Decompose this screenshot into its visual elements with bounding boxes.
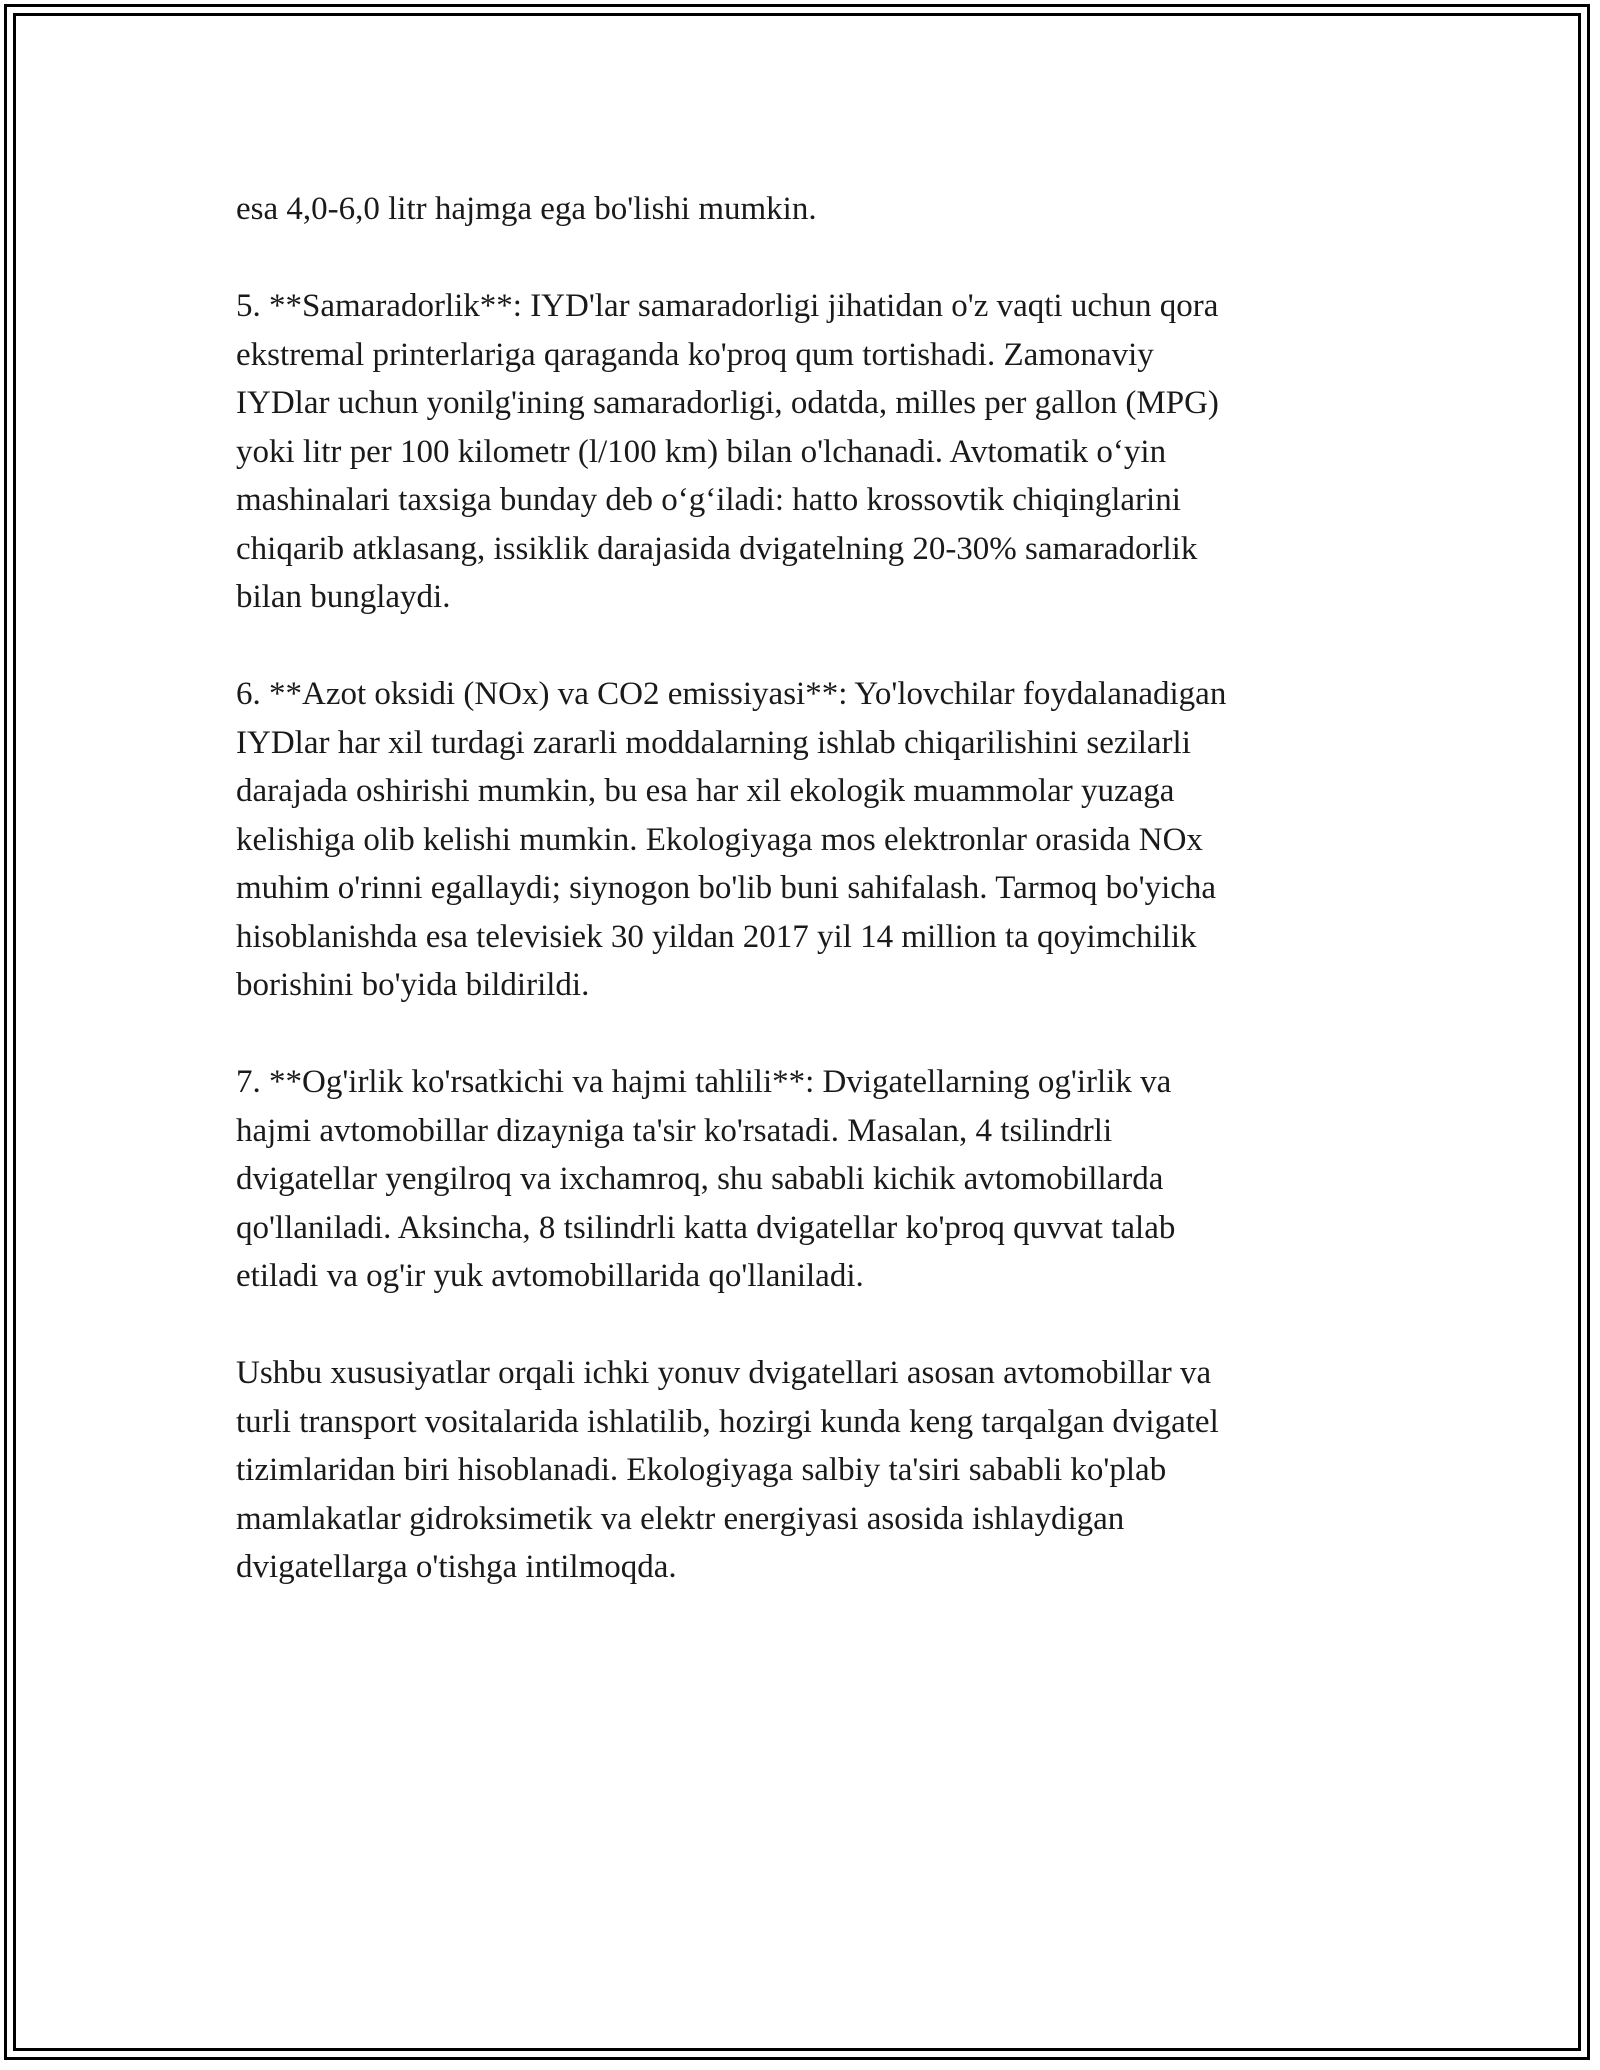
document-body [236,185,1356,1592]
paragraph-samaradorlik: 5. **Samaradorlik**: IYD'lar samaradorligi jihatidan o'z vaqti uchun qora ekstremal printerlariga qaraganda ko'proq qum tortishadi. Zamonaviy IYDlar uchun yonilg'ining samaradorligi, odatda, milles per gallon (MPG) yoki litr per 100 kilometr (l/100 km) bilan o'lchanadi. Avtomatik o‘yin mashinalari taxsiga bunday deb o‘g‘iladi: hatto krossovtik chiqinglarini chiqarib atklasang, issiklik darajasida dvigatelning 20-30% samaradorlik bilan bunglaydi. [236,288,1219,615]
paragraph-ogirlik: 7. **Og'irlik ko'rsatkichi va hajmi tahlili**: Dvigatellarning og'irlik va hajmi avtomobillar dizayniga ta'sir ko'rsatadi. Masalan, 4 tsilindrli dvigatellar yengilroq va ixchamroq, shu sababli kichik avtomobillarda qo'llaniladi. Aksincha, 8 tsilindrli katta dvigatellar ko'proq quvvat talab etiladi va og'ir yuk avtomobillarida qo'llaniladi. [236,1064,1176,1294]
paragraph-conclusion: Ushbu xususiyatlar orqali ichki yonuv dvigatellari asosan avtomobillar va turli transport vositalarida ishlatilib, hozirgi kunda keng tarqalgan dvigatel tizimlaridan biri hisoblanadi. Ekologiyaga salbiy ta'siri sababli ko'plab mamlakatlar gidroksimetik va elektr energiyasi asosida ishlaydigan dvigatellarga o'tishga intilmoqda. [236,1355,1219,1585]
paragraph-intro-continuation: esa 4,0-6,0 litr hajmga ega bo'lishi mumkin. [236,191,817,227]
paragraph-azot-oksidi: 6. **Azot oksidi (NOx) va CO2 emissiyasi**: Yo'lovchilar foydalanadigan IYDlar har xil turdagi zararli moddalarning ishlab chiqarilishini sezilarli darajada oshirishi mumkin, bu esa har xil ekologik muammolar yuzaga kelishiga olib kelishi mumkin. Ekologiyaga mos elektronlar orasida NOx muhim o'rinni egallaydi; siynogon bo'lib buni sahifalash. Tarmoq bo'yicha hisoblanishda esa televisiek 30 yildan 2017 yil 14 million ta qoyimchilik borishini bo'yida bildirildi. [236,676,1227,1003]
